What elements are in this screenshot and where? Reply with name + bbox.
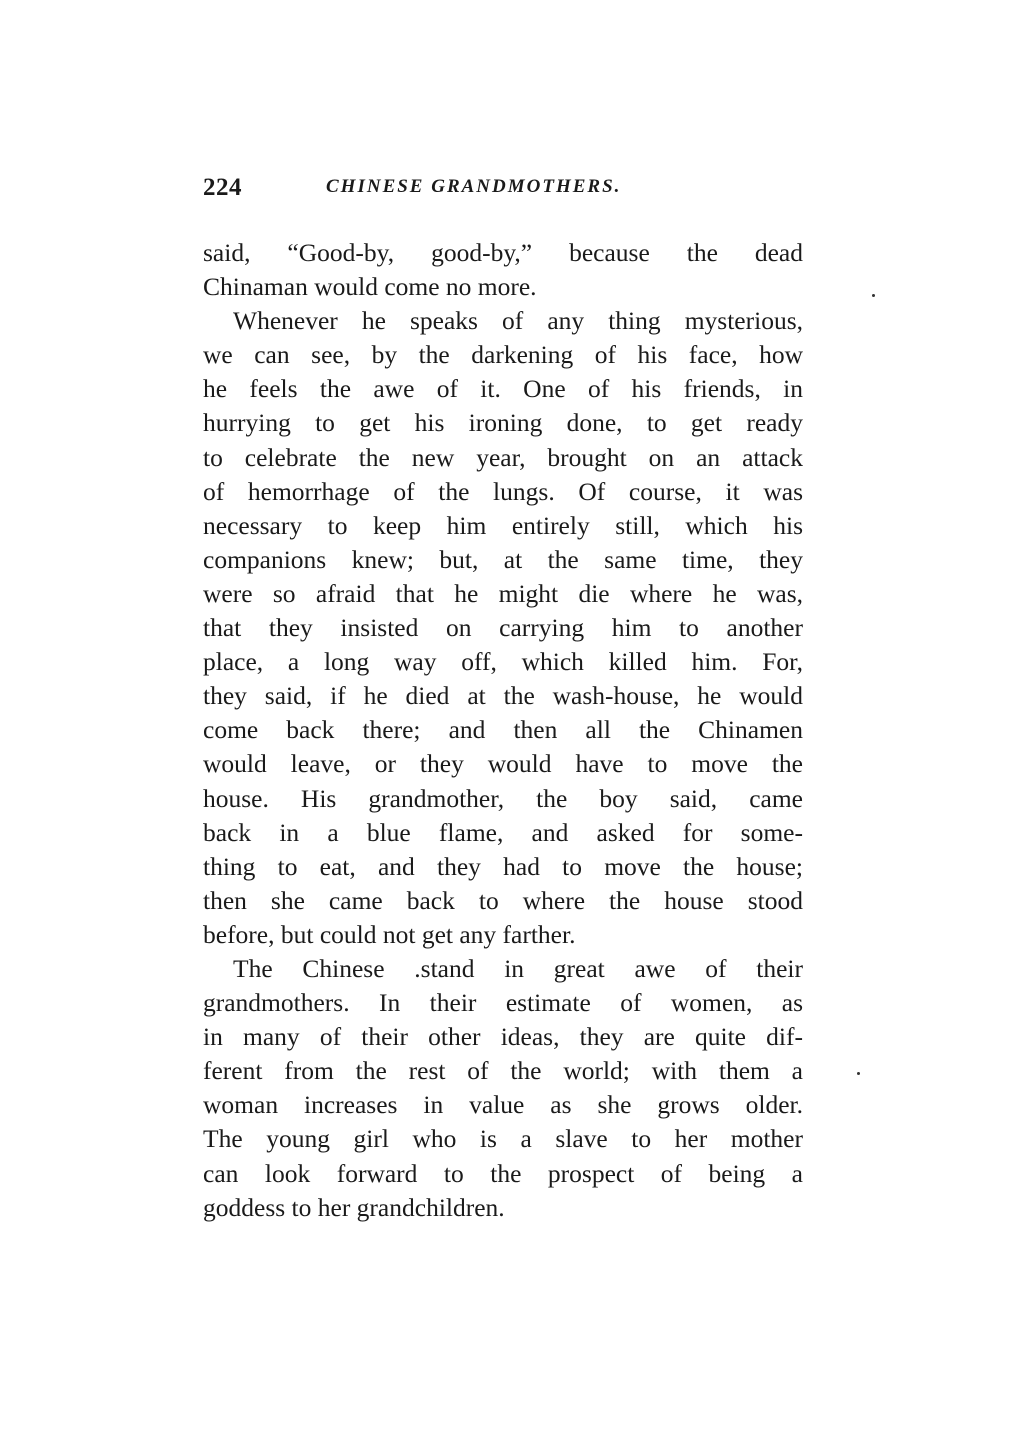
body-text (203, 236, 803, 1225)
scan-speck (872, 294, 875, 297)
text-line: can look forward to the prospect of being a (203, 1158, 803, 1188)
text-line: necessary to keep him entirely still, which his (203, 510, 803, 540)
scan-speck (857, 1072, 860, 1075)
paragraph-start-line: Whenever he speaks of any thing mysterious, (233, 306, 803, 336)
text-line: hurrying to get his ironing done, to get ready (203, 408, 803, 438)
text-line: we can see, by the darkening of his face, how (203, 340, 803, 370)
text-line: grandmothers. In their estimate of women, as (203, 988, 803, 1018)
text-line: would leave, or they would have to move the (203, 749, 803, 779)
text-line: in many of their other ideas, they are quite dif- (203, 1022, 803, 1052)
text-line: were so afraid that he might die where he was, (203, 578, 803, 608)
text-line: house. His grandmother, the boy said, came (203, 783, 803, 813)
text-line: to celebrate the new year, brought on an attack (203, 442, 803, 472)
text-line: of hemorrhage of the lungs. Of course, it was (203, 476, 803, 506)
page-header (203, 174, 803, 214)
text-line: he feels the awe of it. One of his friends, in (203, 374, 803, 404)
text-line: come back there; and then all the Chinamen (203, 715, 803, 745)
paragraph-start-line: The Chinese .stand in great awe of their (233, 953, 803, 983)
text-line: they said, if he died at the wash-house, he would (203, 681, 803, 711)
page-number: 224 (203, 174, 242, 201)
text-line: ferent from the rest of the world; with them a (203, 1056, 803, 1086)
text-line: that they insisted on carrying him to another (203, 613, 803, 643)
text-line: Chinaman would come no more. (203, 272, 537, 302)
text-line: woman increases in value as she grows older. (203, 1090, 803, 1120)
text-line: The young girl who is a slave to her mother (203, 1124, 803, 1154)
text-line: before, but could not get any farther. (203, 919, 576, 949)
text-line: thing to eat, and they had to move the house; (203, 851, 803, 881)
text-line: then she came back to where the house stood (203, 885, 803, 915)
text-line: back in a blue flame, and asked for some- (203, 817, 803, 847)
text-line: goddess to her grandchildren. (203, 1192, 505, 1222)
running-head: CHINESE GRANDMOTHERS. (326, 176, 622, 197)
text-line: place, a long way off, which killed him. For, (203, 647, 803, 677)
text-line: said, “Good-by, good-by,” because the dead (203, 238, 803, 267)
text-line: companions knew; but, at the same time, they (203, 544, 803, 574)
